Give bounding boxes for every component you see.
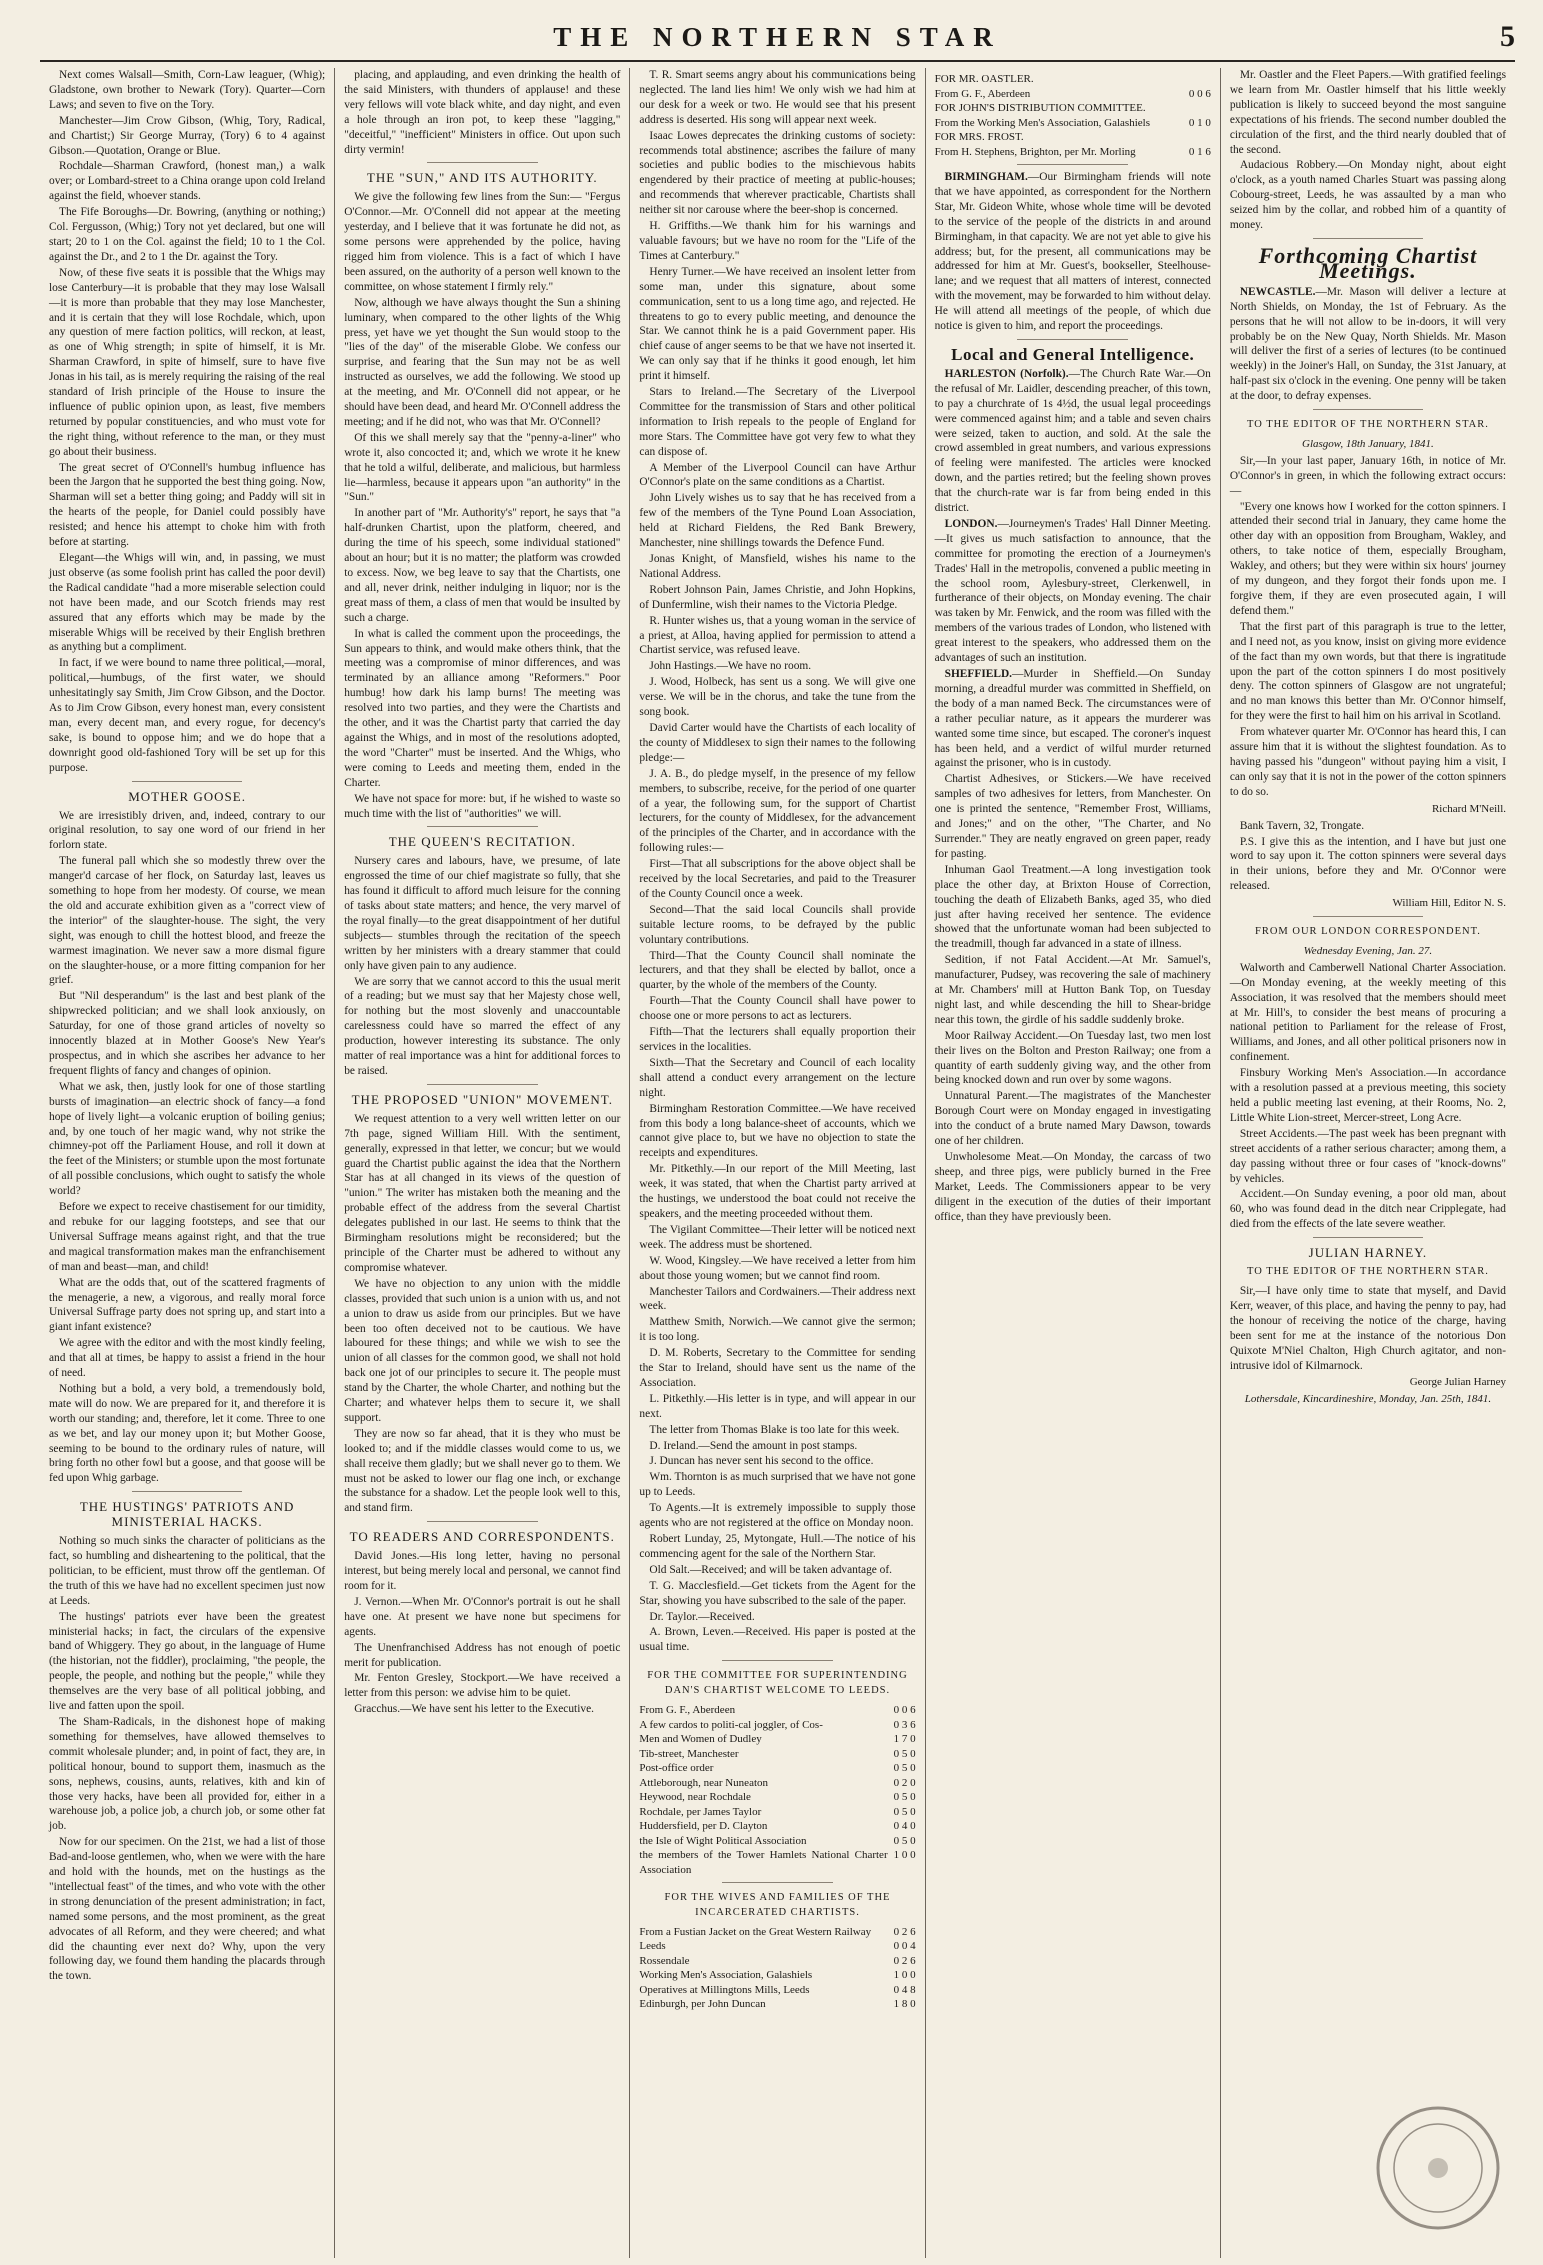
- subscription-row: [639, 1747, 915, 1762]
- subscription-amount: 1 0 0: [893, 1969, 916, 1982]
- paragraph: The great secret of O'Connell's humbug influence has been the Jargon that he supported the best thing going. Now, Sharman will set a better thing going; and Paddy will sit in the hearts of the people, for Daniel could possibly have resisted; and hence his attempt to choke him with froth before at starting.: [49, 461, 326, 549]
- notice: J. Duncan has never sent his second to the office.: [649, 1455, 874, 1468]
- page-number: 5: [1500, 20, 1515, 53]
- paragraph: We have not space for more: but, if he wished to waste so much time with the list of "authorities" we will.: [344, 792, 621, 820]
- article-heading: THE "SUN," AND ITS AUTHORITY.: [366, 170, 598, 186]
- subscription-label: From H. Stephens, Brighton, per Mr. Morling: [934, 145, 1136, 158]
- newspaper-title: THE NORTHERN STAR: [553, 21, 1002, 52]
- subscription-row: [639, 1776, 915, 1791]
- notice: H. Griffiths.—We thank him for his warnings and valuable favours; but we have no room for the "Life of the Times at Canterbury.": [639, 220, 916, 262]
- notice: Henry Turner.—We have received an insolent letter from some man, under this signature, about some communication, sent to us a long time ago, and rejected. He threatens to go to every public meeting, and denounce the Star. We cannot think he is a paid Government paper. His chief cause of anger seems to be that we have not inserted it. We can only say that if he thinks it good enough, let him print it himself.: [639, 265, 916, 383]
- subscription-amount: 0 2 6: [893, 1925, 916, 1938]
- subscription-list-top: [935, 72, 1211, 159]
- paragraph: Gracchus.—We have sent his letter to the Executive.: [354, 1703, 594, 1716]
- subscription-label: From G. F., Aberdeen: [934, 87, 1031, 100]
- notice: T. G. Macclesfield.—Get tickets from the Agent for the Star, showing you have subscribed to the sale of the paper.: [639, 1579, 916, 1607]
- divider: [427, 1521, 537, 1522]
- paragraph: From whatever quarter Mr. O'Connor has heard this, I can assure him that it is without the slightest foundation. As to having passed his "dungeon" without paying him a visit, I can only say that it is not in the power of the cotton spinners to do so.: [1229, 726, 1507, 798]
- subscription-amount: 0 5 0: [893, 1747, 916, 1760]
- notice: Dr. Taylor.—Received.: [649, 1610, 755, 1623]
- paragraph: Moor Railway Accident.—On Tuesday last, two men lost their lives on the Bolton and Preston Railway; one from a quantity of earth suddenly giving way, and the other from being knocked down and run over by some wagons.: [934, 1029, 1211, 1087]
- subscription-amount: [1205, 130, 1211, 145]
- notice: John Lively wishes us to say that he has received from a few of the members of the Tyne Pound Loan Association, held at Richard Fieldens, the Red Bank Brewery, Manchester, nine shillings towards the Defence Fund.: [639, 492, 916, 550]
- subscription-list-wives: [639, 1925, 915, 2012]
- letter-signature: George Julian Harney: [1409, 1376, 1507, 1389]
- paragraph: HARLESTON (Norfolk).—The Church Rate War.—On the refusal of Mr. Laidler, descending preacher, of this town, to pay a churchrate of 1s 4½d, the usual legal proceedings were commenced against him; and a table and seven chairs were seized, taken to auction, and sold. At the sale the crowd assembled in great numbers, and various expressions of feeling were manifested. The articles were knocked down, and the parties retired; but the feeling shown proves that the church-rate war is far from being ended in this district.: [934, 367, 1211, 515]
- subscription-amount: 0 2 6: [893, 1954, 916, 1967]
- notice: David Carter would have the Chartists of each locality of the county of Middlesex to sign their names to the following pledge:—: [639, 721, 916, 764]
- paragraph: The funeral pall which she so modestly threw over the manger'd carcase of her flock, on Saturday last, leaves us something to hope from her modesty. Of course, we mean the old and accurate exhibition given as a "correct view of the interior" of the slaughter-house. The sight, the very sight, was enough to chill the hottest blood, and freeze the warmest imagination. We never saw a more dismal figure on the slaughter-house, or a more fitting companion for her grief.: [49, 855, 326, 987]
- subscription-amount: 1 8 0: [893, 1998, 916, 2011]
- article-heading: JULIAN HARNEY.: [1308, 1245, 1428, 1261]
- subscription-label: From G. F., Aberdeen: [639, 1704, 736, 1717]
- notice: Manchester Tailors and Cordwainers.—Their address next week.: [639, 1285, 916, 1313]
- divider: [1017, 164, 1127, 165]
- subscription-label: FOR MR. OASTLER.: [934, 73, 1034, 85]
- subscription-label: Post-office order: [639, 1762, 714, 1775]
- subscription-amount: 0 2 0: [893, 1776, 916, 1789]
- subscription-row: [639, 1819, 915, 1834]
- divider: [1313, 916, 1423, 917]
- notice: D. M. Roberts, Secretary to the Committee for sending the Star to Ireland, should have sent us the name of the Association.: [639, 1347, 916, 1389]
- paragraph: In fact, if we were bound to name three political,—moral, political,—humbugs, of the first water, we should unhesitatingly say Smith, Jim Crow Gibson, and the Doctor. As to Jim Crow Gibson, every honest man, every consistent man, every decent man, and every rogue, for decency's sake, is bound to oppose him; and we do hope that a downright good old-fashioned Tory will be set up for this purpose.: [49, 657, 326, 774]
- subscription-label: From a Fustian Jacket on the Great Western Railway: [639, 1925, 872, 1938]
- subscription-label: Tib-street, Manchester: [639, 1747, 739, 1760]
- subscription-heading: FOR THE WIVES AND FAMILIES OF THE INCARCERATED CHARTISTS.: [664, 1892, 891, 1918]
- subscription-label: Attleborough, near Nuneaton: [639, 1776, 769, 1789]
- notice: D. Ireland.—Send the amount in post stamps.: [649, 1439, 858, 1452]
- subscription-row: [935, 72, 1211, 87]
- paragraph: Mr. Oastler and the Fleet Papers.—With gratified feelings we learn from Mr. Oastler himself that his little weekly publication is likely to succeed beyond the most sanguine expectations of his friends. The second number doubled the circulation of the first, and the third nearly doubled that of the second.: [1229, 69, 1507, 156]
- article-heading: THE QUEEN'S RECITATION.: [388, 834, 576, 850]
- column-3: [630, 68, 925, 2258]
- subscription-amount: 1 7 0: [893, 1733, 916, 1746]
- paragraph: Nothing but a bold, a very bold, a tremendously bold, mate will do now. We are prepared for it, and therefore it is worth our standing; and, therefore, let it come. Three to one as we bet, and lay our money upon it; but Mother Goose, seeming to be bound to the ordinary rules of nature, will bring forth no other fowl but a goose, and that goose will be fed upon Whig garbage.: [49, 1382, 326, 1485]
- paragraph: What we ask, then, justly look for one of those startling bursts of imagination—an electric shock of fancy—a fond hope of lively light—a volcanic eruption of boiling genius; and, by one touch of her magic wand, why not strike the chimney-pot off the Parliament House, and roll it down at the feet of the Ministers; or stumble upon the most fortunate of all possible conclusions, which ought to satisfy the whole world?: [49, 1080, 326, 1198]
- subscription-amount: [1205, 72, 1211, 87]
- subscription-row: [639, 1761, 915, 1776]
- paragraph: Now, although we have always thought the Sun a shining luminary, when compared to the other lights of the Whig press, yet have we yet thought the Sun would stoop to the "lies of the day" of the miserable Globe. We confess our surprise, and fearing that the Sun may not be as well instructed as ourselves, we add the following. We stood up at the meeting, and Mr. O'Connell did not appear, or he should have been dead, and heard Mr. O'Connell address the meeting; and if he did not, who was that Mr. O'Connell?: [344, 296, 621, 428]
- subscription-row: [639, 1848, 915, 1877]
- dateline: Lothersdale, Kincardineshire, Monday, Jan. 25th, 1841.: [1244, 1393, 1492, 1406]
- notice: Old Salt.—Received; and will be taken advantage of.: [649, 1563, 893, 1576]
- paragraph: The Fife Boroughs—Dr. Bowring, (anything or nothing;) Col. Fergusson, (Whig;) Tory not yet declared, but one will start; 20 to 1 on the Col. against the field; 10 to 1 the Col. against the Dr., and 2 to 1 the Dr. against the Tory.: [49, 206, 326, 263]
- paragraph: Unwholesome Meat.—On Monday, the carcass of two sheep, and three pigs, were publicly burned in the Free Market, Leeds. The Commissioners appear to be very diligent in the execution of the duties of their important office, than they have previously been.: [934, 1151, 1211, 1223]
- subscription-label: Rochdale, per James Taylor: [639, 1805, 762, 1818]
- subscription-row: [639, 1703, 915, 1718]
- divider: [1313, 409, 1423, 410]
- paragraph: J. Vernon.—When Mr. O'Connor's portrait is out he shall have one. At present we have none but specimens for agents.: [344, 1595, 621, 1638]
- paragraph: Sir,—In your last paper, January 16th, in notice of Mr. O'Connor's in green, in which the following extract occurs:—: [1229, 454, 1507, 497]
- notice: Stars to Ireland.—The Secretary of the Liverpool Committee for the transmission of Stars and other political information to Irish repeals to the people of England for more Stars. The Committee have got very few to what they can dispose of.: [639, 386, 916, 458]
- column-4: [926, 68, 1221, 2258]
- letter-dateline: Glasgow, 18th January, 1841.: [1302, 437, 1434, 450]
- masthead: [40, 14, 1515, 62]
- notice: Jonas Knight, of Mansfield, wishes his name to the National Address.: [639, 553, 916, 580]
- divider: [722, 1882, 832, 1883]
- notice: The letter from Thomas Blake is too late for this week.: [649, 1423, 900, 1436]
- subscription-amount: 0 5 0: [893, 1834, 916, 1847]
- library-stamp-icon: [1373, 2103, 1503, 2233]
- divider: [427, 162, 537, 163]
- notice: John Hastings.—We have no room.: [649, 660, 812, 673]
- subscription-heading: FOR THE COMMITTEE FOR SUPERINTENDING DAN'S CHARTIST WELCOME TO LEEDS.: [647, 1670, 908, 1697]
- column-5: [1221, 68, 1515, 2258]
- letter-signature: Richard M'Neill.: [1431, 802, 1507, 815]
- paragraph: What are the odds that, out of the scattered fragments of the menagerie, a new, a vigorous, and really moral force Universal Suffrage party does not spring up, and start into a giant infant existence?: [49, 1276, 326, 1334]
- divider: [1313, 1237, 1423, 1238]
- notice: First—That all subscriptions for the above object shall be received by the local Secretaries, and paid to the Treasurer of the County Council once a week.: [639, 858, 916, 900]
- subscription-row: [639, 1925, 915, 1940]
- notice: J. Wood, Holbeck, has sent us a song. We will give one verse. We will be in the chorus, and take the tune from the song book.: [639, 676, 916, 719]
- subscription-amount: 0 3 6: [893, 1718, 916, 1731]
- place-name: NEWCASTLE.: [1239, 285, 1316, 298]
- subscription-row: [639, 1939, 915, 1954]
- paragraph: Finsbury Working Men's Association.—In accordance with a resolution passed at a previous meeting, this society held a public meeting last evening, at their Rooms, No. 2, Little White Lion-street, Mercer-street, Long Acre.: [1229, 1067, 1507, 1124]
- section-heading: Local and General Intelligence.: [951, 344, 1195, 364]
- article-heading: TO READERS AND CORRESPONDENTS.: [349, 1529, 615, 1545]
- subscription-amount: 0 5 0: [893, 1791, 916, 1804]
- place-name: HARLESTON (Norfolk).: [944, 367, 1069, 380]
- notice: R. Hunter wishes us, that a young woman in the service of a priest, at Alloa, having applied for permission to attend a Chartist service, was refused leave.: [639, 614, 916, 657]
- notice: Matthew Smith, Norwich.—We cannot give the sermon; it is too long.: [639, 1316, 916, 1344]
- letter-signature: William Hill, Editor N. S.: [1392, 897, 1507, 910]
- subscription-label: FOR JOHN'S DISTRIBUTION COMMITTEE.: [934, 102, 1146, 114]
- paragraph: Now for our specimen. On the 21st, we had a list of those Bad-and-loose gentlemen, who, when we were with the hare and hold with the hounds, met on the hustings as the "intellectual feast" of the times, and who vote with the other in strong denunciation of the present administration; in fact, named some persons, and the most prominent, as the great advocates of all Reform, and they were cheered; and what did the chaunting ever next do? Why, upon the very following day, we found them handing the placards through the town.: [49, 1836, 326, 1983]
- paragraph: Walworth and Camberwell National Charter Association.—On Monday evening, at the weekly meeting of this Association, it was resolved that the members should meet at Mr. Hill's, to consider the best means of procuring a national petition to Parliament for the release of Frost, Williams, and Jones, and all other political prisoners now in confinement.: [1229, 961, 1507, 1064]
- paragraph: David Jones.—His long letter, having no personal interest, but being merely local and personal, we cannot find room for it.: [344, 1550, 621, 1592]
- paragraph: P.S. I give this as the intention, and I have but just one word to say upon it. The cotton spinners were several days in their unions, before they and Mr. O'Connor were released.: [1229, 835, 1507, 893]
- paragraph: Sir,—I have only time to state that myself, and David Kerr, weaver, of this place, and having the penny to pay, had the honour of receiving the notice of the charge, having been sent for me at the instance of the notorious Don Quixote M'Niel Chalton, High Church agitator, and non-intrusive idol of Kilmarnock.: [1229, 1284, 1507, 1372]
- paragraph: Nothing so much sinks the character of politicians as the fact, so humbling and disheartening to the political, that the politician, to be efficient, must throw off the gentleman. Of the truth of this we have had no excellent specimen just now at Leeds.: [49, 1535, 326, 1607]
- subscription-row: [639, 1954, 915, 1969]
- subscription-label: Men and Women of Dudley: [639, 1733, 762, 1746]
- divider: [722, 1660, 832, 1661]
- section-heading: Forthcoming Chartist Meetings.: [1258, 242, 1478, 283]
- subscription-amount: 0 4 8: [893, 1983, 916, 1996]
- notice: Fifth—That the lecturers shall equally proportion their services in the localities.: [639, 1026, 916, 1053]
- paragraph: placing, and applauding, and even drinking the health of the said Ministers, with thunders of applause! and these very fellows will vote black white, and day night, and even a hole through an iron pot, to keep these "lagging," "deceitful," "inefficient" Ministers in office. Out upon such dirty vermin!: [344, 69, 621, 156]
- article-columns: [40, 68, 1515, 2258]
- column-2: [335, 68, 630, 2258]
- subscription-label: Huddersfield, per D. Clayton: [639, 1820, 768, 1833]
- subscription-row: [639, 1805, 915, 1820]
- paragraph: The Sham-Radicals, in the dishonest hope of making something for themselves, have allowed themselves to commit wholesale plunder; and, in point of fact, they are, in political honour, bound to support them, inasmuch as the sons, nephews, cousins, aunts, relatives, kith and kin of those very hacks, have been all provided for, either in a warehouse job, a police job, a church job, or some other fat job.: [49, 1715, 326, 1833]
- article-heading: MOTHER GOOSE.: [128, 788, 246, 804]
- subscription-label: Heywood, near Rochdale: [639, 1791, 751, 1804]
- paragraph: Accident.—On Sunday evening, a poor old man, about 60, who was found dead in the ditch near Cripplegate, had died from the effects of the late severe weather.: [1229, 1188, 1507, 1231]
- subscription-amount: 0 0 4: [893, 1940, 916, 1953]
- paragraph: Sedition, if not Fatal Accident.—At Mr. Samuel's, manufacturer, Pudsey, was recovering the sale of machinery at Mr. Chambers' mill at Hutton Bank Top, on Tuesday night last, and while descending the hill to Shear-bridge near this town, the girdle of his saddle suddenly broke.: [934, 954, 1211, 1026]
- divider: [1313, 238, 1423, 239]
- notice: Robert Johnson Pain, James Christie, and John Hopkins, of Dunfermline, wish their names to the Victoria Pledge.: [639, 583, 916, 611]
- paragraph: Before we expect to receive chastisement for our timidity, and rebuke for our lagging footsteps, and see that our Universal Suffrage means against right, and that the true and magical transformation makes man the enfranchisement of man and beast—man, and child!: [49, 1201, 326, 1273]
- subscription-label: Operatives at Millingtons Mills, Leeds: [639, 1983, 810, 1996]
- subscription-label: Rossendale: [639, 1954, 690, 1967]
- subscription-row: [639, 1834, 915, 1849]
- divider: [132, 1491, 242, 1492]
- notice: Isaac Lowes deprecates the drinking customs of society: recommends total abstinence; ascribes the failure of many societies and public bodies to the mischievous habits engendered by their practice of meeting at public-houses; and recommends that wherever practicable, Chartists shall neither sit nor carouse where the beer-shop is concerned.: [639, 129, 916, 217]
- subscription-amount: [1205, 101, 1211, 116]
- subscription-amount: 0 0 6: [893, 1704, 916, 1717]
- notice: A Member of the Liverpool Council can have Arthur O'Connor's plate on the same conditions as a Chartist.: [639, 461, 916, 489]
- notice: Second—That the said local Councils shall provide suitable lecture rooms, to be defrayed by the public voluntary contributions.: [639, 903, 916, 946]
- paragraph: BIRMINGHAM.—Our Birmingham friends will note that we have appointed, as correspondent for the Northern Star, Mr. Gideon White, whose whole time will be devoted to the service of the people of the districts in and around Birmingham, in that capacity. We are not yet able to give his address; but, for the present, all communications may be addressed for him at Mr. Guest's, bookseller, Steelhouse-lane; and we request that all matters of interest, connected with the movement, may be forwarded to him without delay. He will attend all meetings of the people, of which due notice is given to him, and report the proceedings.: [934, 171, 1211, 333]
- subscription-amount: 0 5 0: [893, 1805, 916, 1818]
- notice: The Vigilant Committee—Their letter will be noticed next week. The address must be shortened.: [639, 1223, 916, 1251]
- letter-heading: TO THE EDITOR OF THE NORTHERN STAR.: [1246, 1266, 1489, 1278]
- subscription-row: [935, 101, 1211, 116]
- paragraph: Of this we shall merely say that the "penny-a-liner" who wrote it, also concocted it; and, which we wrote it he knew that he told a wilful, deliberate, and malicious, but harmless lie—harmless, because it appears upon "an authority" in the "Sun.": [344, 431, 621, 504]
- paragraph: SHEFFIELD.—Murder in Sheffield.—On Sunday morning, a dreadful murder was committed in Sheffield, on the body of a man named Beck. The circumstances were of a rather peculiar nature, as it appears the murderer was wanted some time since, but escaped. The coroner's inquest has been held, and a verdict of wilful murder returned against the prisoner, who is in custody.: [934, 668, 1211, 770]
- paragraph: Nursery cares and labours, have, we presume, of late engrossed the time of our chief magistrate so fully, that she has found it difficult to afford much leisure for the conning of tasks about state matters; and hence, the very marvel of the royal finally—to the great disappointment of her dutiful subjects— stumbles through the recitation of the speech written by her ministers with a dreary stammer that could only have given pain to any audience.: [344, 855, 621, 972]
- dateline: Wednesday Evening, Jan. 27.: [1303, 944, 1433, 957]
- notice: L. Pitkethly.—His letter is in type, and will appear in our next.: [639, 1392, 916, 1420]
- column-1: [40, 68, 335, 2258]
- subscription-row: [639, 1968, 915, 1983]
- paragraph: Now, of these five seats it is possible that the Whigs may lose Canterbury—it is probable that they may lose Walsall—it is more than probable that they may lose Manchester, and it is certain that they will lose Rochdale, which, upon any question of mere faction politics, will reckon, at least, as one of Whig strength; in spite of himself, it is Mr. Sharman Crawford, in spite of himself, sure to have five Jonas in his tail, as is merely requiring the raising of the real standard of Irish principle of the House to insure the influence of public opinion upon, as least, five members returned by popular constituencies, and who must vote for the right thing, without reference to the man, or they must go about their business.: [49, 266, 326, 458]
- letter-heading: TO THE EDITOR OF THE NORTHERN STAR.: [1246, 419, 1489, 431]
- notice: To Agents.—It is extremely impossible to supply those agents who are not registered at the office on Monday noon.: [639, 1502, 916, 1530]
- notice: Fourth—That the County Council shall have power to choose one or more persons to act as lecturers.: [639, 995, 916, 1023]
- subscription-amount: 0 4 0: [893, 1820, 916, 1833]
- subscription-row: [935, 145, 1211, 160]
- paragraph: Inhuman Gaol Treatment.—A long investigation took place the other day, at Brixton House of Correction, touching the death of Elizabeth Banks, aged 35, who died just after having received her sentence. The evidence showed that the unfortunate woman had been subjected to the treadmill, though far advanced in a state of illness.: [934, 863, 1211, 951]
- subscription-row: [639, 1983, 915, 1998]
- subscription-label: Leeds: [639, 1940, 666, 1953]
- paragraph: We are irresistibly driven, and, indeed, contrary to our original resolution, to say one word of our friend in her forlorn state.: [49, 809, 326, 852]
- subscription-row: [639, 1718, 915, 1733]
- divider: [427, 826, 537, 827]
- notice: W. Wood, Kingsley.—We have received a letter from him about those young women; but we cannot find room.: [639, 1254, 916, 1282]
- paragraph: In what is called the comment upon the proceedings, the Sun appears to think, and would make others think, that the meeting was a compromise of minor differences, and was terminated by an alliance among "Reformers." Poor humbug! how dark his lamp burns! The meeting was resolved into two parties, and they were the Chartists and the other, and it was the Chartist party that carried the day against the Whigs, and in most of the resolutions adopted, the word "Charter" must be inserted. And the Whigs, who were coming to Leeds and meeting them, ended in the Charter.: [344, 627, 621, 789]
- subscription-amount: 0 0 6: [1188, 87, 1211, 100]
- divider: [1017, 339, 1127, 340]
- subscription-label: the members of the Tower Hamlets National Charter Association: [639, 1849, 888, 1876]
- divider: [132, 781, 242, 782]
- paragraph: NEWCASTLE.—Mr. Mason will deliver a lecture at North Shields, on Monday, the 1st of February. As the persons that he will not allow to be in-doors, it will very probably be on the New Quay, North Shields. Mr. Mason will deliver the first of a series of lectures (to be continued weekly) in the Joiner's Hall, on Sunday, the 31st January, at half-past six o'clock in the evening. One penny will be taken at the door, to defray expenses.: [1229, 285, 1507, 403]
- place-name: SHEFFIELD.: [944, 668, 1013, 680]
- article-heading: FROM OUR LONDON CORRESPONDENT.: [1255, 926, 1481, 938]
- notice: Third—That the County Council shall nominate the lecturers, and that they shall be elected by ballot, once a quarter, by the whole of the members of the County.: [639, 949, 916, 992]
- subscription-row: [935, 87, 1211, 102]
- notice: T. R. Smart seems angry about his communications being neglected. The land lies him! We only wish we had him at our desk for a week or two. He would see that his present address is deserted. His song will appear next week.: [639, 69, 916, 126]
- paragraph: LONDON.—Journeymen's Trades' Hall Dinner Meeting.—It gives us much satisfaction to announce, that the committee for promoting the erection of a Journeymen's Trades' Hall in the metropolis, convened a public meeting in the school room, Aylesbury-street, Clerkenwell, in furtherance of their objects, on Monday evening. The chair was taken by Mr. Fenwick, and the room was filled with the members of the various trades of London, who listened with great interest to the speakers, who addressed them on the advantages of such an institution.: [934, 517, 1211, 665]
- subscription-row: [639, 1790, 915, 1805]
- notice: Robert Lunday, 25, Mytongate, Hull.—The notice of his commencing agent for the sale of the Northern Star.: [639, 1533, 916, 1560]
- subscription-label: A few cardos to politi-cal joggler, of Cos-: [639, 1718, 823, 1731]
- subscription-label: From the Working Men's Association, Galashiels: [934, 116, 1150, 129]
- paragraph: Chartist Adhesives, or Stickers.—We have received samples of two adhesives for letters, from Manchester. On one is printed the sentence, "Remember Frost, Williams, and Jones;" and on the other, "The Charter, and No Surrender." They are neatly engraved on green paper, ready for pasting.: [934, 773, 1211, 860]
- notice: Sixth—That the Secretary and Council of each locality shall attend a conduct every arrangement on the lecture night.: [639, 1056, 916, 1099]
- subscription-label: Edinburgh, per John Duncan: [639, 1998, 766, 2011]
- subscription-label: the Isle of Wight Political Association: [639, 1834, 807, 1847]
- paragraph: We have no objection to any union with the middle classes, provided that such union is a union with us, and not a union to draw us aside from our principles. But we have been too often deceived not to be cautious. We have laboured for these things; and while we wish to see the union of all classes for the common good, we shall not hold back one jot of our principles to secure it. The people must stand by the Charter, the whole Charter, and nothing but the Charter; and whatever helps them to secure it, we shall support.: [344, 1277, 621, 1424]
- divider: [427, 1084, 537, 1085]
- paragraph: Bank Tavern, 32, Trongate.: [1239, 819, 1365, 832]
- notice: Birmingham Restoration Committee.—We have received from this body a long balance-sheet of accounts, which we cannot give place to, but we have no objection to state the receipts and expenditures.: [639, 1102, 916, 1160]
- subscription-amount: 0 5 0: [893, 1762, 916, 1775]
- paragraph: "Every one knows how I worked for the cotton spinners. I attended their second trial in January, they came home the other day with an opposition from Brougham, Wakley, and others, to take notice of them, especially Brougham, Wakley, and others; but they were within six hours' journey of my dungeon, and they forgot their fonds upon me. I forgive them, if they are even prosecuted again, I will defend them.": [1229, 500, 1507, 617]
- notice: J. A. B., do pledge myself, in the presence of my fellow members, to subscribe, receive, for the period of one quarter of a year, the following sum, for the support of Chartist lecturers, for the county of Middlesex, for the advancement of the principles of the Charter, and in accordance with the following rules:—: [639, 767, 916, 855]
- paragraph: But "Nil desperandum" is the last and best plank of the shipwrecked politician; and we shall look anxiously, on Saturday, for one of those grand articles of novelty so innocently blazed at in Mother Goose's New Year's prospectus, and in which she ascribes her advance to her frequent flights of fancy and changes of opinion.: [49, 990, 326, 1077]
- paragraph: The hustings' patriots ever have been the greatest ministerial hacks; in fact, the circulars of the expensive band of Whiggery. They go about, in the language of Hume (the historian, not the fiddler), proclaiming, "the people, the people, the people, and nothing but the people," while they themselves are the very base of all political jobbing, and live and fatten upon the spoil.: [49, 1610, 326, 1713]
- subscription-row: [639, 1997, 915, 2012]
- notice: Wm. Thornton is as much surprised that we have not gone up to Leeds.: [639, 1471, 916, 1499]
- subscription-label: Working Men's Association, Galashiels: [639, 1969, 813, 1982]
- place-name: LONDON.: [944, 517, 998, 530]
- paragraph: Manchester—Jim Crow Gibson, (Whig, Tory, Radical, and Chartist;) Sir George Murray, (Tory) 6 to 4 against Gibson.—Quotation, Orange or Blue.: [49, 114, 326, 157]
- place-name: BIRMINGHAM.: [944, 171, 1028, 183]
- article-heading: THE HUSTINGS' PATRIOTS AND MINISTERIAL HACKS.: [79, 1499, 295, 1530]
- paragraph: We are sorry that we cannot accord to this the usual merit of a reading; but we must say that her Majesty chose well, for nothing but the most slovenly and unaccountable carelessness could have so marred the effect of any production, however interesting its substance. The only matter of real importance was a hint for additional forces to be raised.: [344, 975, 621, 1077]
- paragraph: Street Accidents.—The past week has been pregnant with street accidents of a rather serious character; among them, a day passing without three or four cases of "knock-downs" by vehicles.: [1229, 1127, 1507, 1185]
- subscription-row: [935, 130, 1211, 145]
- paragraph: They are now so far ahead, that it is they who must be looked to; and if the middle classes would come to us, we shall receive them gladly; but we shall never go to them. We must not be asked to lower our flag one inch, or exchange the substance for a shadow. Let the people look well to this, and stand firm.: [344, 1427, 621, 1515]
- paragraph: That the first part of this paragraph is true to the letter, and I need not, as you know, insist on giving more evidence of the fact than my own words, but that there is ingratitude upon the part of the cotton spinners I do most positively deny. The cotton spinners of Glasgow are not ungrateful; and no man knows this better than Mr. O'Connor himself, for they were the first to hail him on his arrival in Scotland.: [1229, 620, 1507, 723]
- notice: Mr. Pitkethly.—In our report of the Mill Meeting, last week, it was stated, that when the Chartist party arrived at the hustings, we understood the boat could not receive the speakers, and the meeting proceeded without them.: [639, 1163, 916, 1220]
- paragraph: Mr. Fenton Gresley, Stockport.—We have received a letter from this person: we advise him to be quiet.: [344, 1672, 621, 1700]
- paragraph: We request attention to a very well written letter on our 7th page, signed William Hill. With the sentiment, generally, expressed in that letter, we concur; but we would guard the Chartist public against the idea that the Northern Star has at all changed in its views of the question of "union." The writer has mistaken both the meaning and the probable effect of the address from the several Chartist delegates published in our last. He seems to think that the Birmingham resolutions might be reconsidered; but the principle of the Charter must be adhered to without any compromise whatever.: [344, 1112, 621, 1274]
- paragraph: We agree with the editor and with the most kindly feeling, and that all at times, be happy to assist a friend in the hour of need.: [49, 1337, 326, 1380]
- subscription-row: [935, 116, 1211, 131]
- paragraph: Rochdale—Sharman Crawford, (honest man,) a walk over; or Lombard-street to a China orange upon cold Ireland against the field, whoever stands.: [49, 160, 326, 203]
- paragraph: In another part of "Mr. Authority's" report, he says that "a half-drunken Chartist, upon the platform, cheered, and during the time of his speech, some individual stationed" about an hour; but it is no matter; the platform was crowded to excess. Now, we beg leave to say that the Chartists, one and all, never drink, neither indulging in liquor; nor is the great mass of them, a class of men that would be insulted by such a charge.: [344, 507, 621, 624]
- subscription-amount: 0 1 6: [1188, 145, 1211, 158]
- subscription-amount: 0 1 0: [1188, 116, 1211, 129]
- paragraph: Next comes Walsall—Smith, Corn-Law leaguer, (Whig); Gladstone, own brother to Newark (Tory). Quarter—Corn Laws; and seven to five on the Tory.: [49, 69, 326, 111]
- subscription-amount: 1 0 0: [893, 1849, 916, 1862]
- article-heading: THE PROPOSED "UNION" MOVEMENT.: [351, 1091, 613, 1107]
- paragraph: Unnatural Parent.—The magistrates of the Manchester Borough Court were on Monday engaged in investigating into the conduct of a brute named Mary Dawson, towards one of her children.: [934, 1090, 1211, 1148]
- paragraph: Audacious Robbery.—On Monday night, about eight o'clock, as a youth named Charles Stuart was passing along Cobourg-street, Leeds, he was assaulted by a man who seized him by the collar, and robbed him of a quantity of money.: [1229, 159, 1507, 232]
- paragraph: The Unenfranchised Address has not enough of poetic merit for publication.: [344, 1641, 621, 1669]
- subscription-row: [639, 1732, 915, 1747]
- subscription-label: FOR MRS. FROST.: [934, 131, 1024, 143]
- subscription-list-leeds: [639, 1703, 915, 1877]
- paragraph: We give the following few lines from the Sun:— "Fergus O'Connor.—Mr. O'Connell did not appear at the meeting yesterday, and I believe that it was fortunate he did not, as some persons were apprehended by the police, having rigged him from violence. This is a fact of which I have been assured, on the authority of a person well known to the committee, on whose statement I firmly rely.": [344, 191, 621, 293]
- notice: A. Brown, Leven.—Received. His paper is posted at the usual time.: [639, 1626, 916, 1654]
- paragraph: Elegant—the Whigs will win, and, in passing, we must just observe (as some foolish print has called the poor devil) the Radical candidate "had a more miserable selection could not have been made, and our Scotch friends may rest assured that any efforts which may be made by the miserable Whigs will be received by their English brethren as anything but a compliment.: [49, 552, 326, 654]
